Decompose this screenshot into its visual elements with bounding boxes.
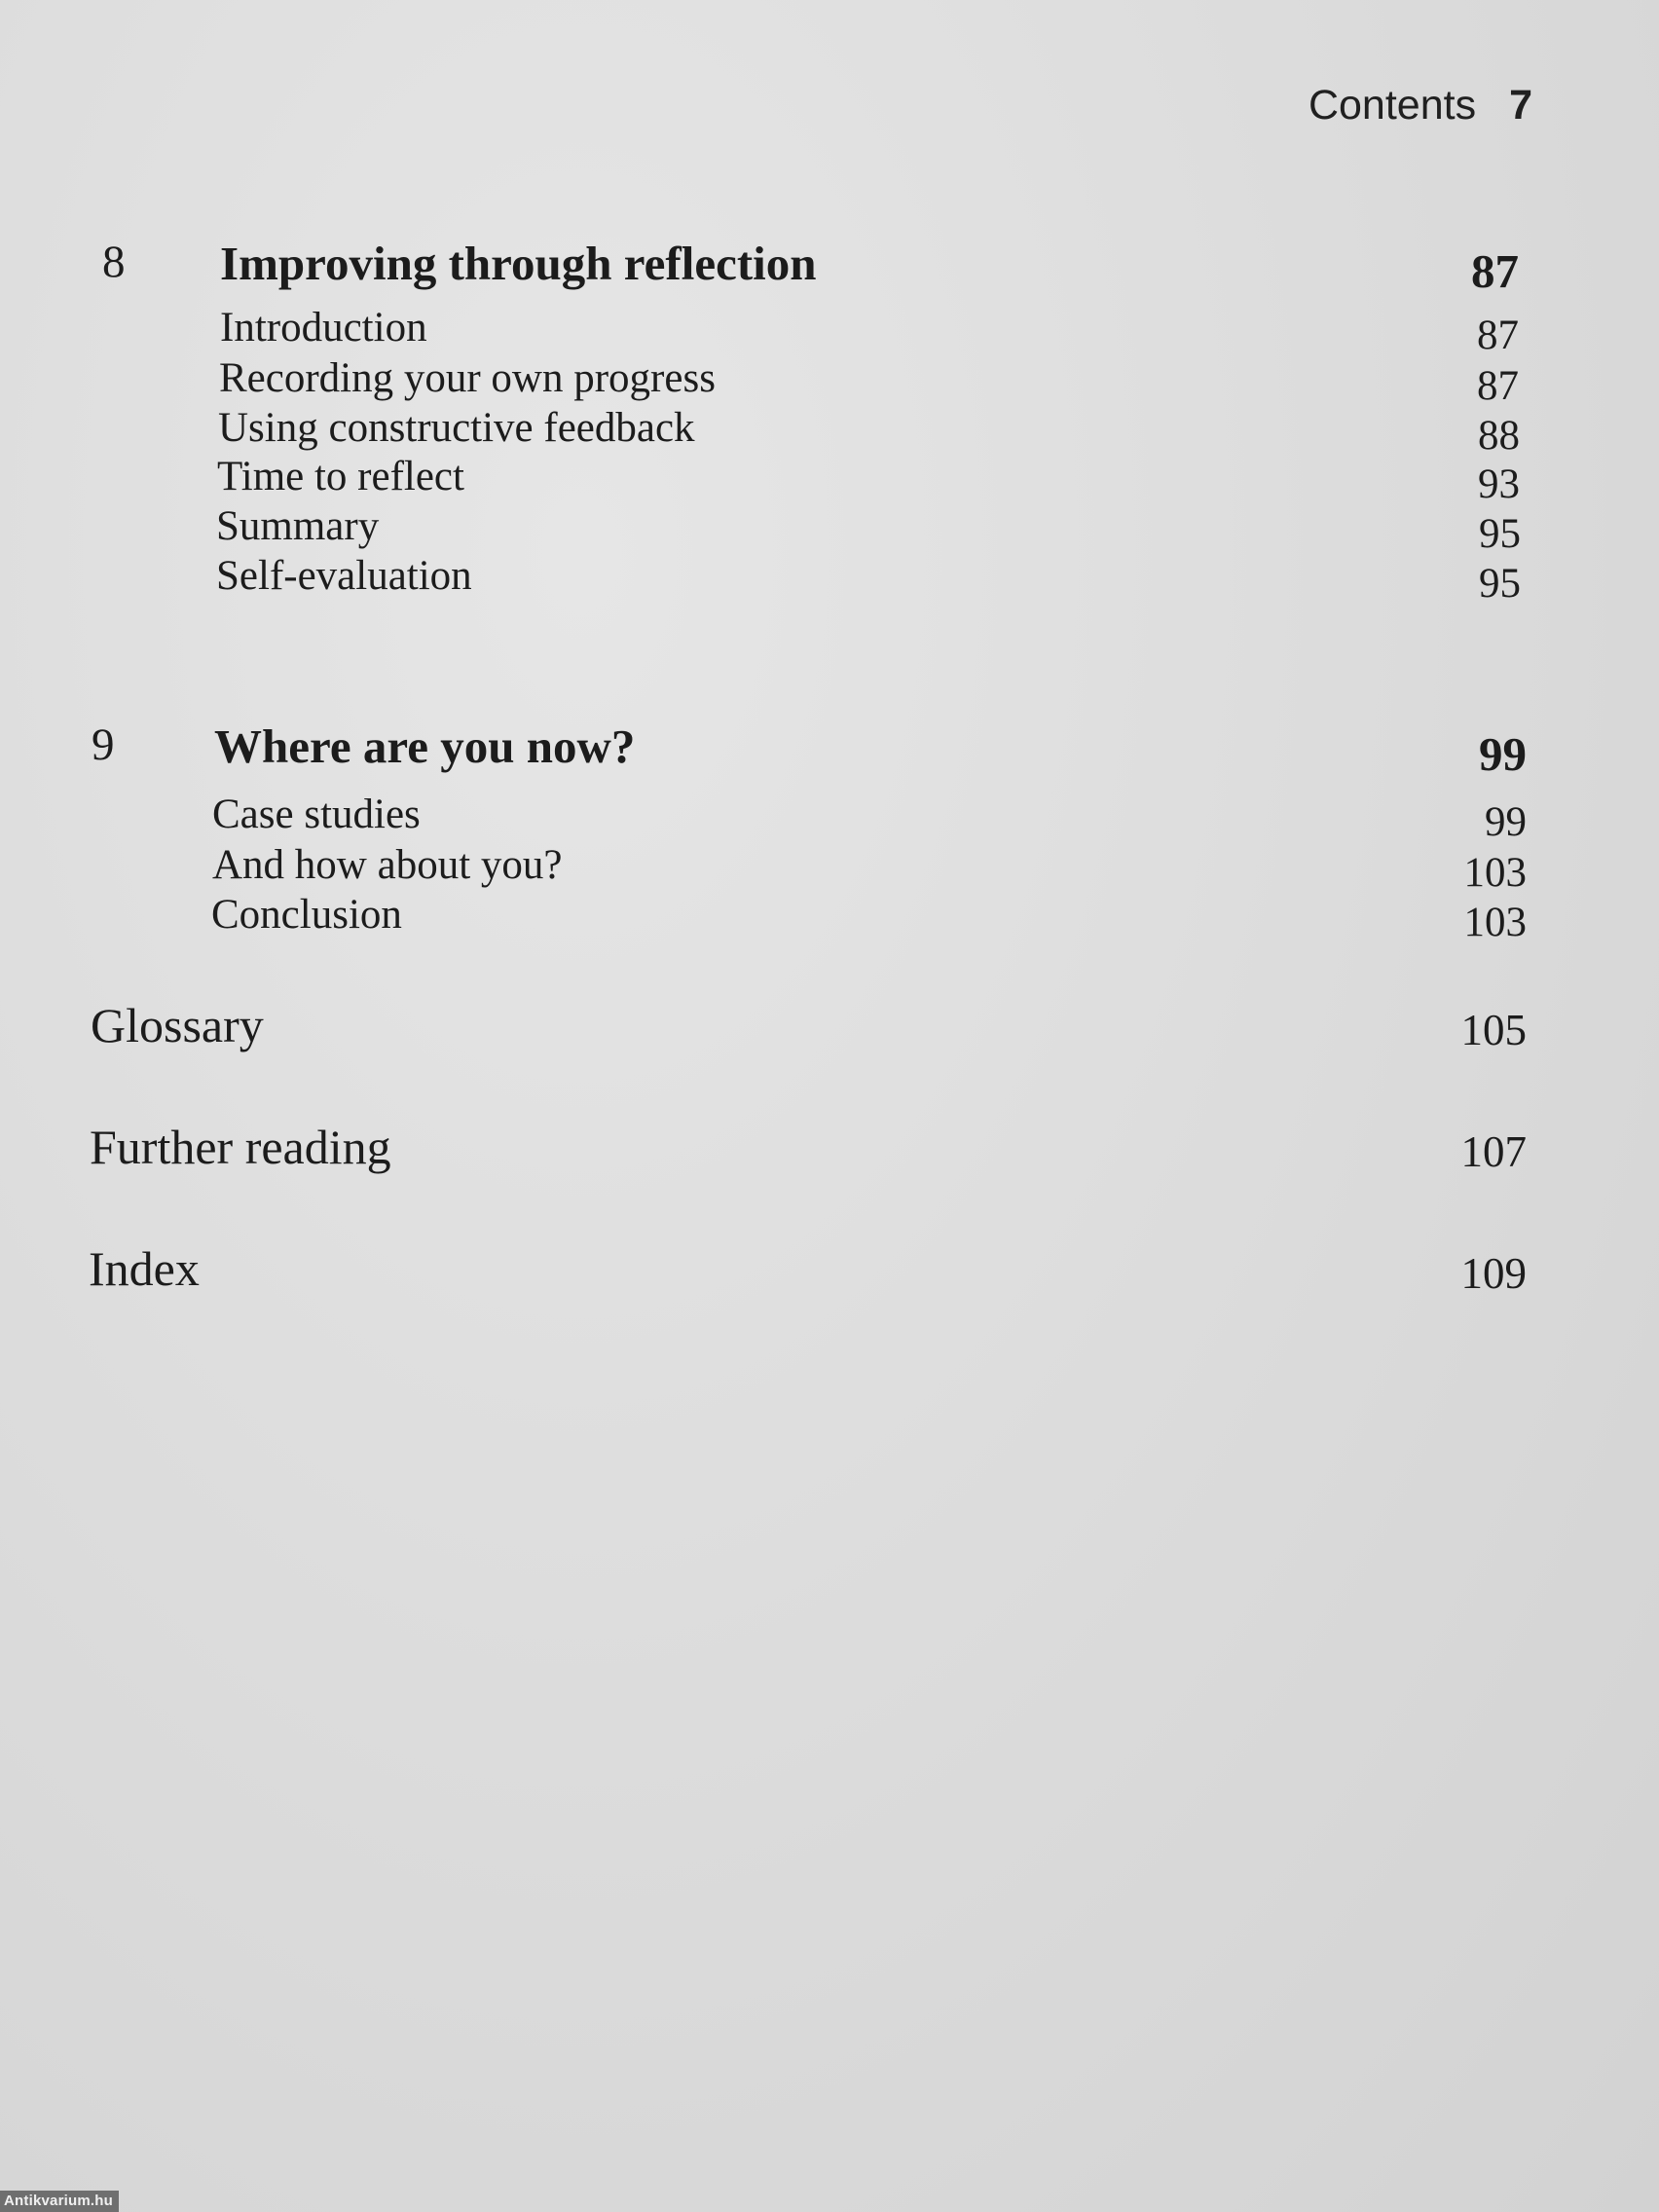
section-entry	[0, 354, 1659, 409]
section-page-number: 99	[1485, 799, 1527, 845]
section-page-number: 95	[1479, 561, 1521, 607]
section-page-number: 103	[1463, 900, 1527, 945]
section-entry	[0, 841, 1659, 896]
chapter-number: 9	[92, 719, 115, 770]
section-entry	[0, 891, 1659, 945]
chapter-page-number: 99	[1479, 727, 1527, 781]
section-page-number: 95	[1479, 511, 1521, 557]
chapter-title: Improving through reflection	[220, 237, 817, 290]
backmatter-title: Index	[89, 1241, 200, 1296]
backmatter-title: Glossary	[91, 998, 264, 1052]
section-title: Time to reflect	[217, 454, 464, 499]
backmatter-page-number: 105	[1460, 1006, 1527, 1054]
section-page-number: 103	[1463, 850, 1527, 896]
section-title: Recording your own progress	[219, 355, 716, 401]
section-entry	[0, 304, 1659, 358]
section-page-number: 93	[1478, 461, 1520, 507]
backmatter-entry	[0, 997, 1659, 1054]
chapter-page-number: 87	[1471, 244, 1519, 298]
chapter-title: Where are you now?	[214, 719, 636, 773]
backmatter-title: Further reading	[90, 1120, 391, 1174]
section-title: Summary	[216, 503, 380, 549]
section-page-number: 87	[1477, 363, 1519, 409]
backmatter-page-number: 109	[1460, 1249, 1527, 1298]
section-entry	[0, 791, 1659, 845]
backmatter-page-number: 107	[1460, 1127, 1527, 1176]
section-page-number: 88	[1478, 413, 1520, 459]
section-entry	[0, 453, 1659, 507]
section-entry	[0, 404, 1659, 459]
backmatter-entry	[0, 1240, 1659, 1298]
chapter-number: 8	[102, 237, 126, 287]
section-entry	[0, 502, 1659, 557]
section-title: Case studies	[212, 792, 421, 837]
section-title: Using constructive feedback	[218, 405, 695, 451]
running-head-page-number: 7	[1509, 82, 1532, 129]
section-title: And how about you?	[212, 842, 563, 888]
section-title: Introduction	[220, 305, 427, 350]
section-page-number: 87	[1477, 313, 1519, 358]
section-title: Conclusion	[211, 892, 402, 938]
backmatter-entry	[0, 1119, 1659, 1176]
chapter-entry	[0, 719, 1659, 781]
watermark-label: Antikvarium.hu	[0, 2191, 119, 2212]
chapter-entry	[0, 236, 1659, 298]
section-title: Self-evaluation	[216, 553, 472, 599]
running-head-title: Contents	[1308, 82, 1477, 129]
section-entry	[0, 552, 1659, 607]
running-head	[1309, 82, 1532, 144]
